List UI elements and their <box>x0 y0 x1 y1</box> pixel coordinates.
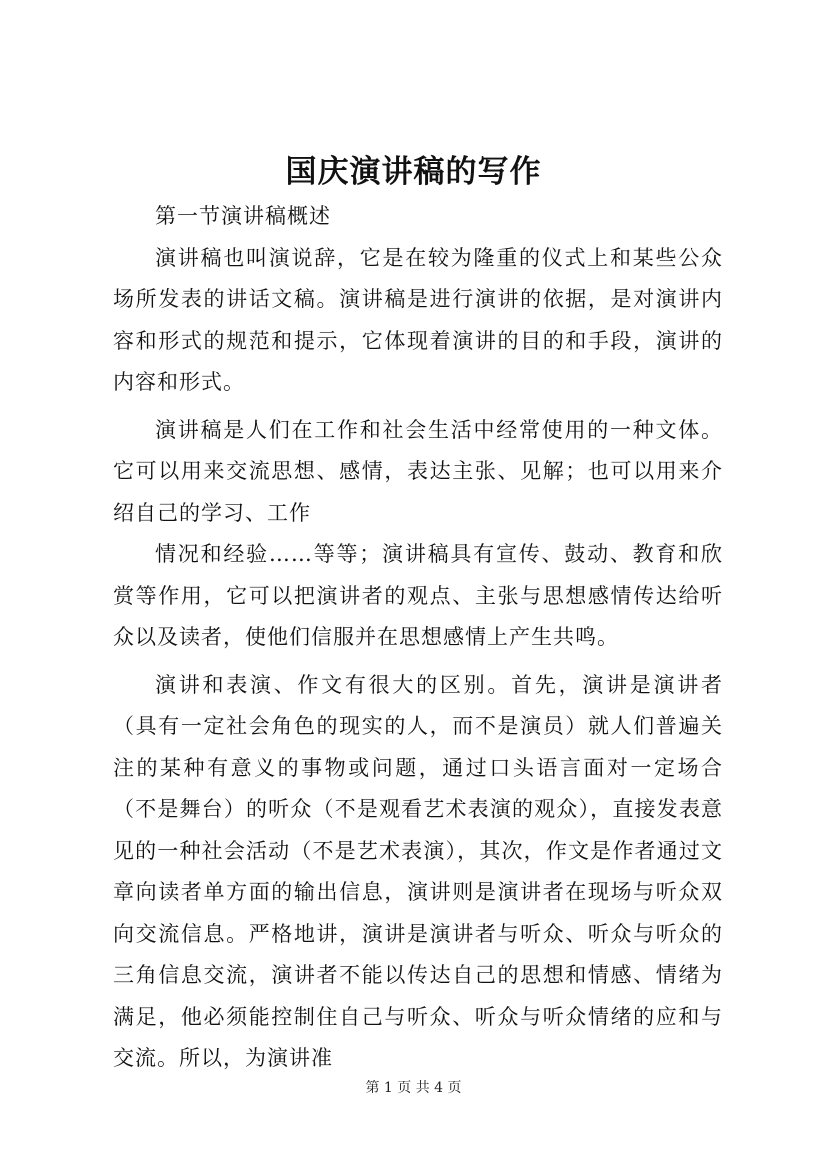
paragraph: 情况和经验……等等；演讲稿具有宣传、鼓动、教育和欣赏等作用，它可以把演讲者的观点、主张与思想感情传达给听众以及读者，使他们信服并在思想感情上产生共鸣。 <box>113 542 723 649</box>
paragraph: 演讲稿也叫演说辞，它是在较为隆重的仪式上和某些公众场所发表的讲话文稿。演讲稿是进行演讲的依据，是对演讲内容和形式的规范和提示，它体现着演讲的目的和手段，演讲的内容和形式。 <box>113 245 723 394</box>
page-footer: 第 1 页 共 4 页 <box>365 1080 462 1096</box>
paragraph: 演讲和表演、作文有很大的区别。首先，演讲是演讲者（具有一定社会角色的现实的人，而不是演员）就人们普遍关注的某种有意义的事物或问题，通过口头语言面对一定场合（不是舞台）的听众（不是观看艺术表演的观众），直接发表意见的一种社会活动（不是艺术表演），其次，作文是作者通过文章向读者单方面的输出信息，演讲则是演讲者在现场与听众双向交流信息。严格地讲，演讲是演讲者与听众、听众与听众的三角信息交流，演讲者不能以传达自己的思想和情感、情绪为满足，他必须能控制住自己与听众、听众与听众情绪的应和与交流。所以，为演讲准 <box>113 672 723 1070</box>
section-heading: 第一节演讲稿概述 <box>155 204 331 228</box>
document-body <box>113 196 723 1080</box>
paragraph: 演讲稿是人们在工作和社会生活中经常使用的一种文体。它可以用来交流思想、感情，表达主张、见解；也可以用来介绍自己的学习、工作 <box>113 417 723 525</box>
document-title: 国庆演讲稿的写作 <box>285 154 542 190</box>
